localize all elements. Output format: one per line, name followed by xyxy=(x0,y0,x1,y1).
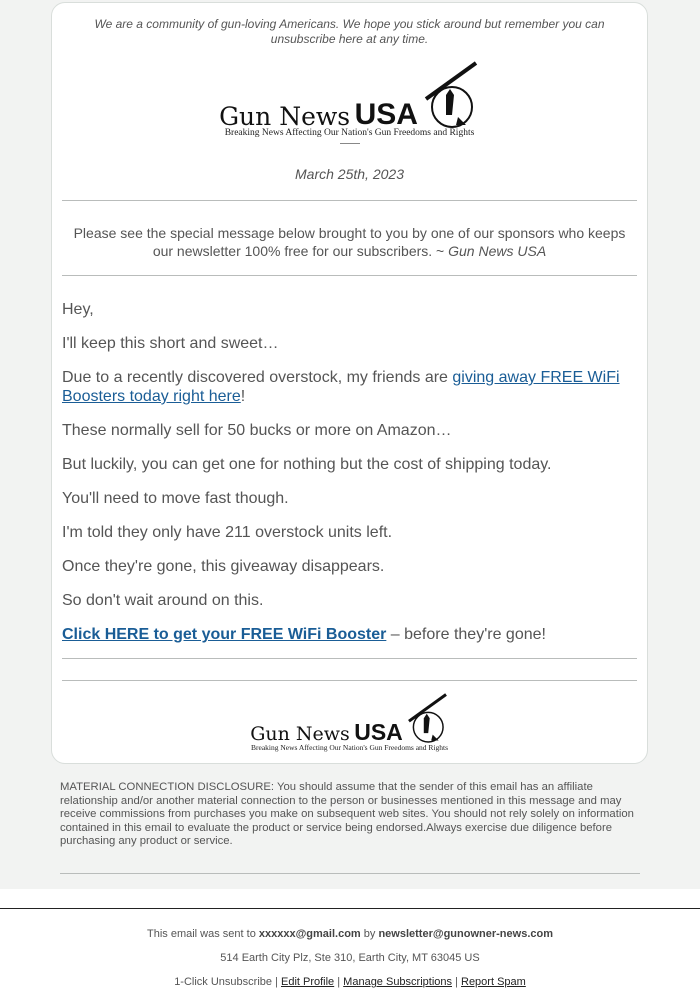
report-spam-link[interactable]: Report Spam xyxy=(461,976,526,988)
logo-divider xyxy=(340,143,360,144)
footer-logo: Gun News USA Breaking News Affecting Our Nation's Gun Freedoms and Rights xyxy=(52,693,647,752)
divider xyxy=(62,680,637,681)
footer-divider xyxy=(0,908,700,909)
statue-of-liberty-rifle-icon xyxy=(418,61,480,131)
manage-subscriptions-link[interactable]: Manage Subscriptions xyxy=(343,976,453,988)
disclosure: MATERIAL CONNECTION DISCLOSURE: You should assume that the sender of this email has an affiliate relationship and/or another material connection to the person or businesses mentioned in this message and may receive commissions from purchases you make on subsequent web sites. You should not rely solely on information contained in this email to evaluate the product or service being endorsed.Always exercise due diligence before purchasing any product or service. xyxy=(60,781,634,847)
date: March 25th, 2023 xyxy=(295,166,404,182)
giveaway-link[interactable]: giving away FREE WiFi Boosters today right here xyxy=(62,369,620,405)
message-body: Hey, I'll keep this short and sweet… Due to a recently discovered overstock, my friends are giving away FREE WiFi Boosters today right here! These normally sell for 50 bucks or more on Amazon… But luckily, you can get one for nothing but the cost of shipping today. You'll need to move fast though. I'm told they only have 211 overstock units left. Once they're gone, this giveaway disappears. So don't wait around on this. Click HERE to get your FREE WiFi Booster – before they're gone! xyxy=(62,301,620,643)
divider xyxy=(62,658,637,659)
cta-link[interactable]: Click HERE to get your FREE WiFi Booster xyxy=(62,626,387,643)
email-card xyxy=(51,2,648,764)
footer-links: 1-Click Unsubscribe | Edit Profile | Manage Subscriptions | Report Spam xyxy=(174,976,526,988)
intro-text: We are a community of gun-loving Americans. We hope you stick around but remember you can unsubscribe here at any time. xyxy=(94,17,605,46)
statue-of-liberty-rifle-icon xyxy=(403,693,449,745)
divider xyxy=(62,200,637,201)
edit-profile-link[interactable]: Edit Profile xyxy=(280,976,335,988)
sponsor-message: Please see the special message below brought to you by one of our sponsors who keeps our newsletter 100% free for our subscribers. ~ Gun News USA xyxy=(73,225,626,259)
unsubscribe-link[interactable]: 1-Click Unsubscribe xyxy=(174,976,272,988)
sent-info: This email was sent to xxxxxx@gmail.com by newsletter@gunowner-news.com xyxy=(147,928,553,940)
logo: Gun News USA Breaking News Affecting Our Nation's Gun Freedoms and Rights xyxy=(52,61,647,144)
address: 514 Earth City Plz, Ste 310, Earth City, MT 63045 US xyxy=(220,952,480,964)
divider xyxy=(60,873,640,874)
divider xyxy=(62,275,637,276)
